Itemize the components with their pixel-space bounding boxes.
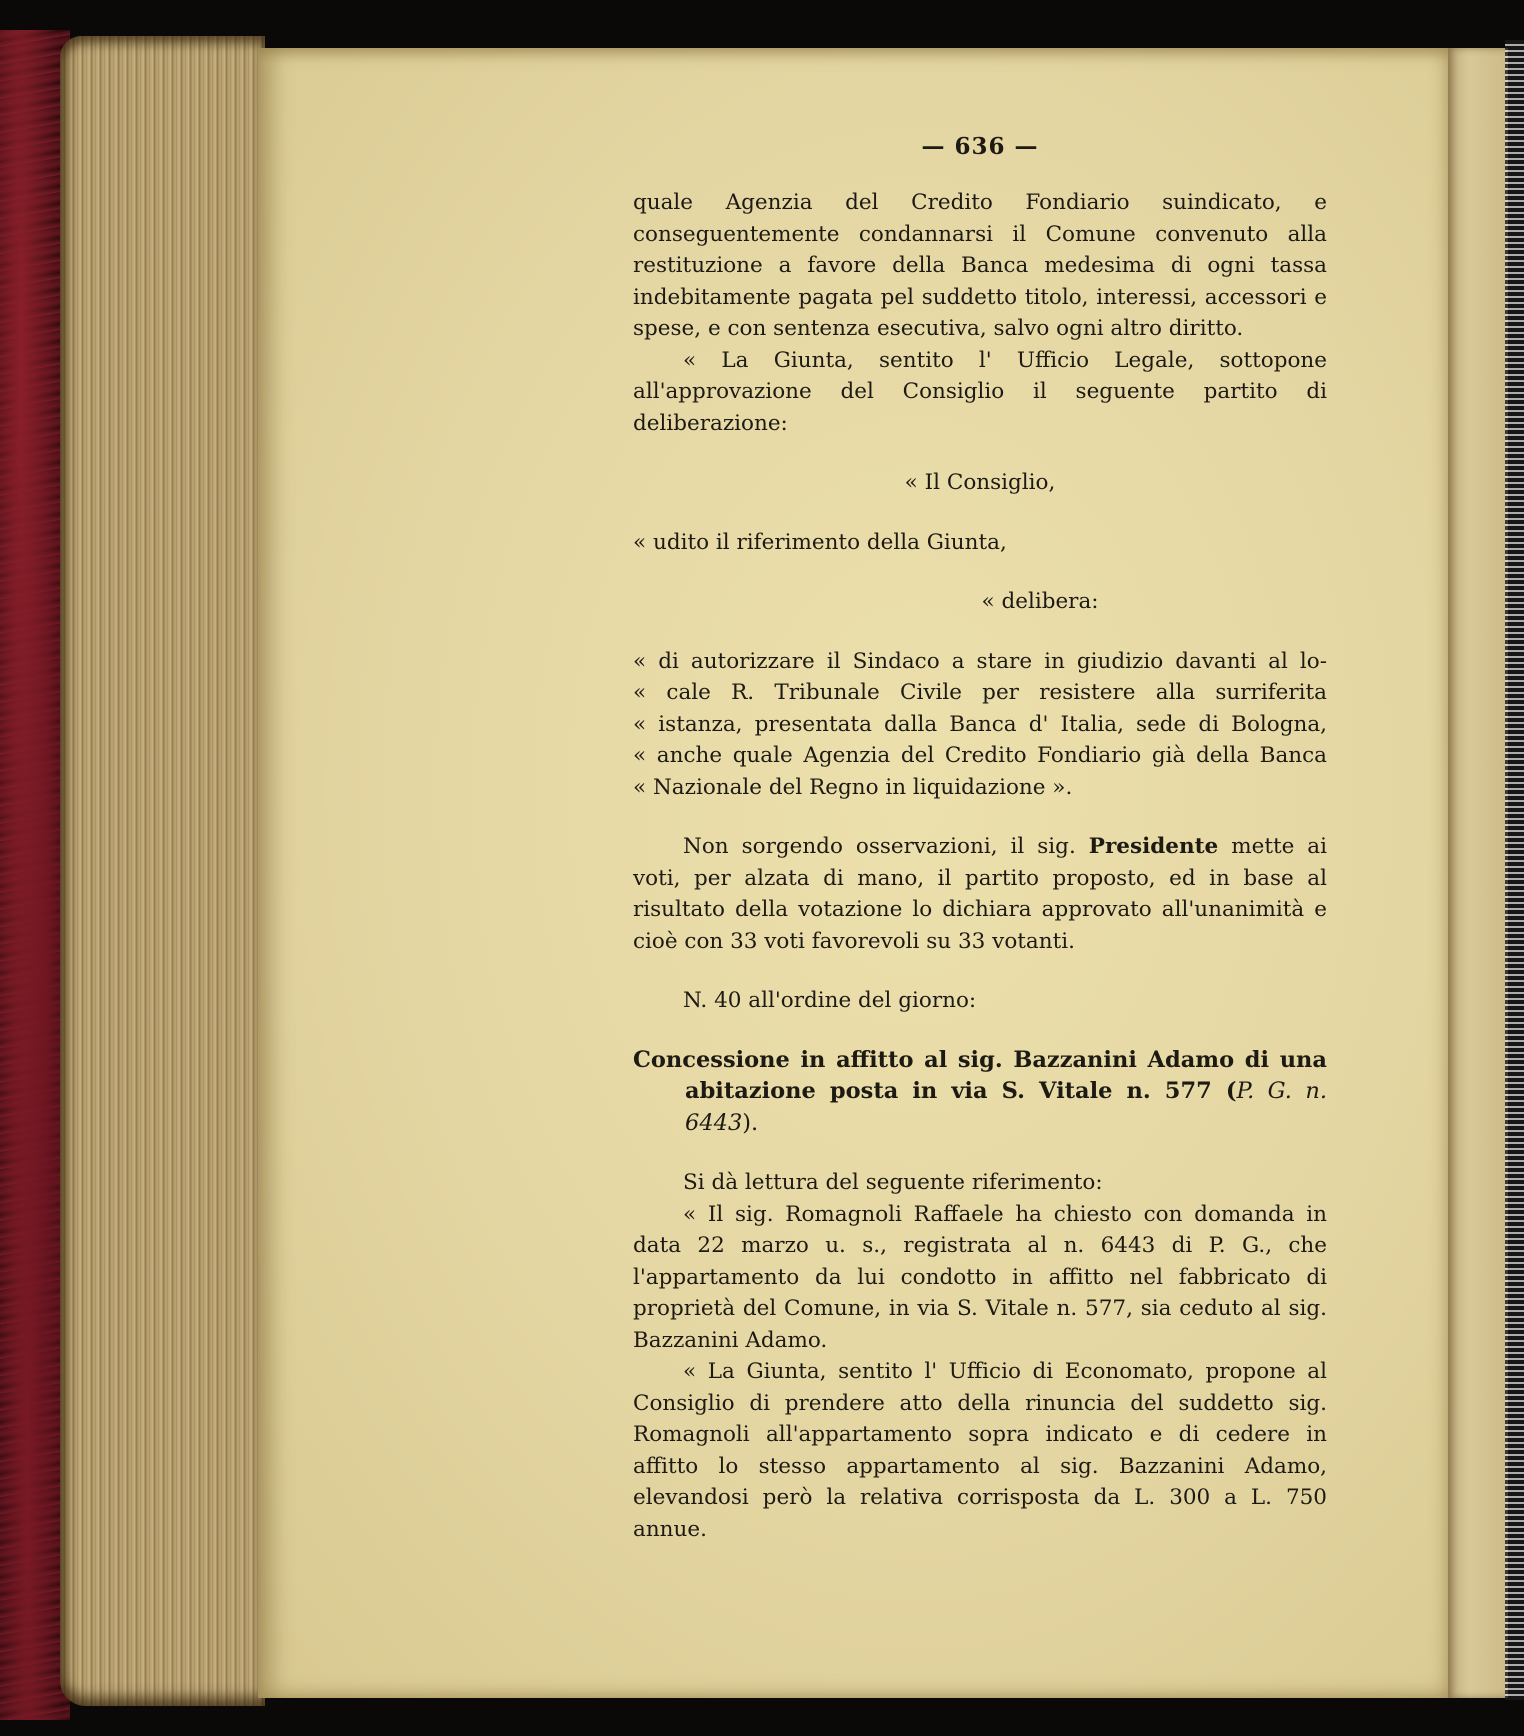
deliberation-line: « di autorizzare il Sindaco a stare in giudizio davanti al lo- [633, 648, 1327, 674]
page-text [633, 187, 1327, 1545]
heading-end: ). [742, 1109, 759, 1136]
paragraph-proposal: « La Giunta, sentito l' Ufficio di Economato, propone al Consiglio di prendere atto della rinuncia del suddetto sig. Romagnoli all'appartamento sopra indicato e di cedere in affitto lo stesso appartamento al sig. Bazzanini Adamo, elevandosi però la relativa corrisposta da L. 300 a L. 750 annue. [633, 1359, 1327, 1542]
president-label: Presidente [1088, 834, 1219, 859]
deliberation-line: « anche quale Agenzia del Credito Fondiario già della Banca [633, 743, 1327, 768]
deliberation-text [633, 646, 1327, 804]
reading-note: Si dà lettura del seguente riferimento: [683, 1170, 1103, 1195]
paragraph-vote [633, 831, 1327, 957]
formula-udito: « udito il riferimento della Giunta, [633, 529, 1007, 555]
vote-text: mette ai voti, per alzata di mano, il partito proposto, ed in base al risultato della votazione lo dichiara approvato all'unanimità e cioè con 33 voti favorevoli su 33 votanti. [633, 834, 1327, 954]
page-edges [60, 36, 265, 1706]
heading-title: Concessione in affitto al sig. Bazzanini Adamo di una abitazione posta in via S. Vitale n. 577 ( [633, 1046, 1327, 1104]
deliberation-line: « istanza, presentata dalla Banca d' Italia, sede di Bologna, [633, 711, 1327, 737]
vote-text: Non sorgendo osservazioni, il sig. [683, 834, 1076, 859]
deliberation-line: « Nazionale del Regno in liquidazione ». [633, 774, 1073, 800]
paragraph-giunta-proposal: « La Giunta, sentito l' Ufficio Legale, sottopone all'approvazione del Consiglio il seguente partito di deliberazione: [633, 347, 1327, 436]
formula-consiglio: « Il Consiglio, [904, 470, 1056, 495]
facing-page-margin [1448, 48, 1508, 1698]
heading-reference: P. G. n. 6443 [685, 1078, 1327, 1136]
section-heading [633, 1045, 1327, 1140]
formula-delibera: « delibera: [981, 589, 1099, 614]
paragraph-request: « Il sig. Romagnoli Raffaele ha chiesto con domanda in data 22 marzo u. s., registrata al n. 6443 di P. G., che l'appartamento da lui condotto in affitto nel fabbricato di proprietà del Comune, in via S. Vitale n. 577, sia ceduto al sig. Bazzanini Adamo. [633, 1201, 1327, 1353]
deliberation-line: « cale R. Tribunale Civile per resistere alla surriferita [633, 680, 1327, 705]
agenda-item: N. 40 all'ordine del giorno: [683, 988, 977, 1013]
page-number: — 636 — [921, 133, 1039, 160]
scan-border [1505, 40, 1524, 1700]
paragraph-claim: quale Agenzia del Credito Fondiario suindicato, e conseguentemente condannarsi il Comune convenuto alla restituzione a favore della Banca medesima di ogni tassa indebitamente pagata pel suddetto titolo, interessi, accessori e spese, e con sentenza esecutiva, salvo ogni altro diritto. [633, 190, 1327, 341]
